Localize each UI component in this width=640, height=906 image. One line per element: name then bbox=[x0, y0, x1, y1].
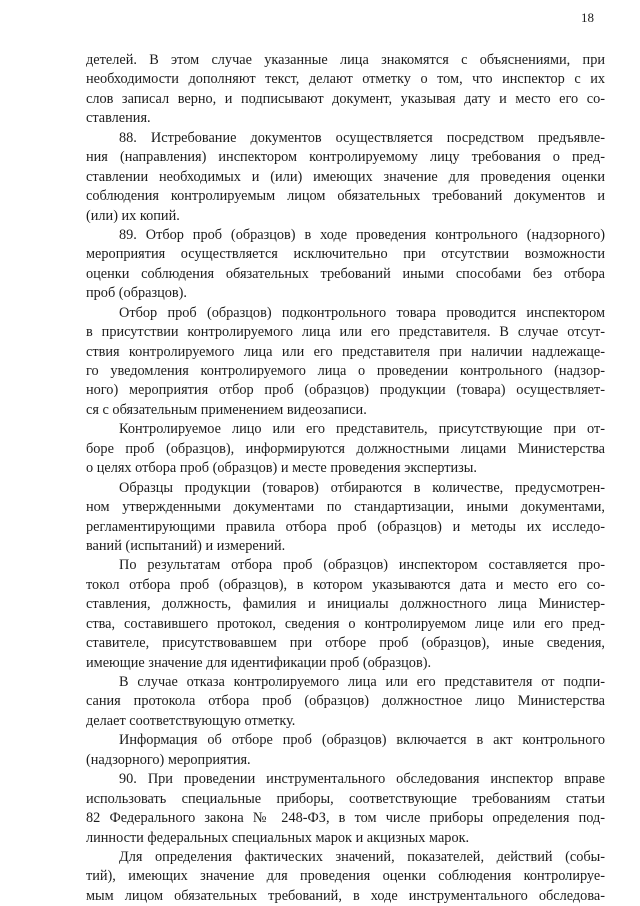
text-line: проб (образцов). bbox=[86, 285, 188, 302]
text-line: имеющие значение для идентификации проб (образцов). bbox=[86, 654, 432, 671]
text-line: соблюдения контролируемым лицом обязательных требований документов и bbox=[86, 188, 605, 205]
text-line: ного) мероприятия отбор проб (образцов) продукции (товара) осуществляет- bbox=[86, 382, 605, 399]
text-line: (надзорного) мероприятия. bbox=[86, 751, 251, 768]
text-line: 82 Федерального закона № 248-ФЗ, в том числе приборы определения под- bbox=[86, 810, 605, 827]
text-line: 88. Истребование документов осуществляется посредством предъявле- bbox=[119, 129, 605, 146]
text-line: (или) их копий. bbox=[86, 207, 180, 224]
text-line: ния (направления) инспектором контролируемому лицу требования о пред- bbox=[86, 149, 605, 166]
text-line: токол отбора проб (образцов), в котором указываются дата и место его со- bbox=[86, 576, 605, 593]
text-line: в присутствии контролируемого лица или его представителя. В случае отсут- bbox=[86, 324, 605, 341]
text-line: ствия контролируемого лица или его представителя при наличии надлежаще- bbox=[86, 343, 605, 360]
text-line: По результатам отбора проб (образцов) инспектором составляется про- bbox=[119, 557, 605, 574]
text-line: ставления. bbox=[86, 110, 151, 127]
text-line: ном утвержденными документами по стандартизации, иными документами, bbox=[86, 499, 605, 516]
text-line: В случае отказа контролируемого лица или его представителя от подпи- bbox=[119, 674, 605, 690]
text-line: го уведомления контролируемого лица о проведении контрольного (надзор- bbox=[86, 363, 605, 379]
text-line: делает соответствующую отметку. bbox=[86, 712, 296, 729]
text-line: ся с обязательным применением видеозаписи. bbox=[86, 401, 367, 418]
text-line: 90. При проведении инструментального обследования инспектор вправе bbox=[119, 771, 605, 788]
text-line: Информация об отборе проб (образцов) включается в акт контрольного bbox=[119, 732, 605, 749]
document-body bbox=[86, 51, 605, 906]
text-line: Отбор проб (образцов) подконтрольного товара проводится инспектором bbox=[119, 304, 605, 321]
text-line: Для определения фактических значений, показателей, действий (собы- bbox=[119, 848, 605, 865]
text-line: линности федеральных специальных марок и акцизных марок. bbox=[86, 829, 470, 846]
text-line: ставлении необходимых и (или) имеющих значение для проведения оценки bbox=[86, 168, 605, 185]
text-line: детелей. В этом случае указанные лица знакомятся с объяснениями, при bbox=[86, 52, 605, 68]
text-line: боре проб (образцов), информируются должностными лицами Министерства bbox=[86, 440, 605, 457]
text-line: ства, составившего протокол, сведения о контролируемом лице или его пред- bbox=[86, 615, 605, 632]
text-line: ваний (испытаний) и измерений. bbox=[86, 537, 286, 554]
text-line: мым лицом обязательных требований, в ходе инструментального обследова- bbox=[86, 887, 605, 904]
text-line: Контролируемое лицо или его представитель, присутствующие при от- bbox=[119, 421, 605, 438]
text-line: регламентирующими правила отбора проб (образцов) и методы их исследо- bbox=[86, 518, 605, 535]
text-line: о целях отбора проб (образцов) и месте проведения экспертизы. bbox=[86, 460, 477, 477]
text-line: слов записал верно, и подписывают документ, указывая дату и место его со- bbox=[86, 90, 605, 107]
text-line: ставления, должность, фамилия и инициалы должностного лица Министер- bbox=[86, 596, 605, 613]
text-line: сания протокола отбора проб (образцов) должностное лицо Министерства bbox=[86, 693, 605, 710]
text-line: ставителе, присутствовавшем при отборе проб (образцов), иные сведения, bbox=[86, 635, 605, 652]
text-line: мероприятия осуществляется исключительно при отсутствии возможности bbox=[86, 246, 605, 263]
page-number: 18 bbox=[581, 10, 594, 25]
text-line: необходимости дополняют текст, делают отметку о том, что инспектор с их bbox=[86, 71, 605, 88]
text-line: 89. Отбор проб (образцов) в ходе проведения контрольного (надзорного) bbox=[119, 226, 605, 243]
text-line: Образцы продукции (товаров) отбираются в количестве, предусмотрен- bbox=[119, 479, 605, 496]
text-line: тий), имеющих значение для проведения оценки соблюдения контролируе- bbox=[86, 868, 605, 885]
text-line: использовать специальные приборы, соответствующие требованиям статьи bbox=[86, 790, 605, 807]
text-line: оценки соблюдения обязательных требований иными способами без отбора bbox=[86, 265, 605, 282]
